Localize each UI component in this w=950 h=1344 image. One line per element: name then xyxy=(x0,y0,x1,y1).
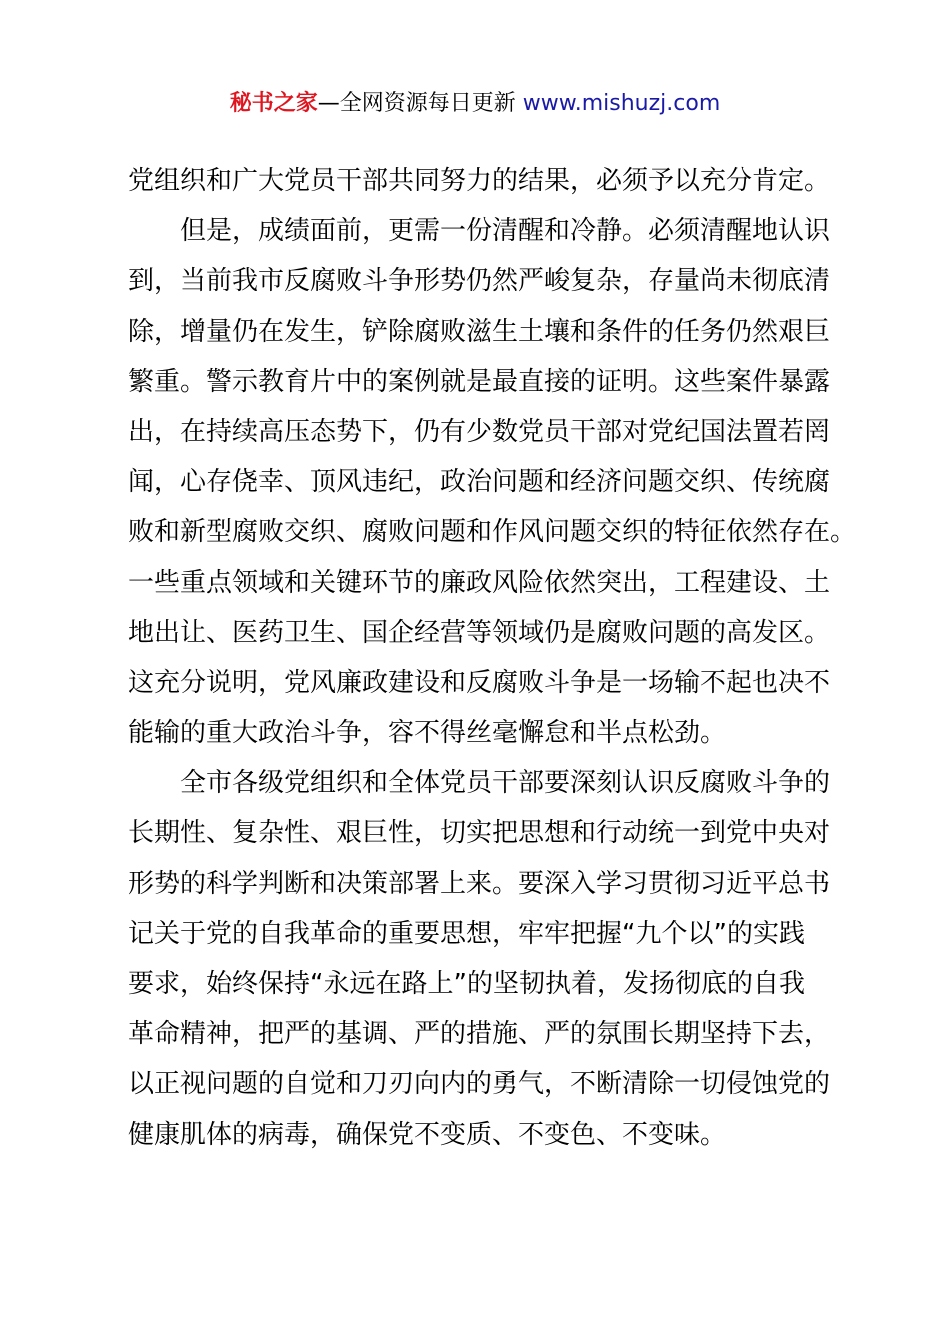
site-tagline: —全网资源每日更新 xyxy=(317,91,523,116)
site-url[interactable]: www.mishuzj.com xyxy=(522,91,721,116)
text-line: 出，在持续高压态势下，仍有少数党员干部对党纪国法置若罔 xyxy=(128,416,831,447)
text-line: 这充分说明，党风廉政建设和反腐败斗争是一场输不起也决不 xyxy=(128,667,831,698)
text-line: 除，增量仍在发生，铲除腐败滋生土壤和条件的任务仍然艰巨 xyxy=(128,316,831,347)
text-line: 闻，心存侥幸、顶风违纪，政治问题和经济问题交织、传统腐 xyxy=(128,467,831,498)
text-line: 地出让、医药卫生、国企经营等领域仍是腐败问题的高发区。 xyxy=(128,617,831,648)
page-header xyxy=(0,88,950,120)
paragraph-start-line: 全市各级党组织和全体党员干部要深刻认识反腐败斗争的 xyxy=(180,768,831,799)
document-body xyxy=(128,156,857,1160)
text-line: 长期性、复杂性、艰巨性，切实把思想和行动统一到党中央对 xyxy=(128,818,831,849)
text-line: 能输的重大政治斗争，容不得丝毫懈怠和半点松劲。 xyxy=(128,718,727,749)
text-line: 到，当前我市反腐败斗争形势仍然严峻复杂，存量尚未彻底清 xyxy=(128,266,831,297)
text-line: 要求，始终保持“永远在路上”的坚韧执着，发扬彻底的自我 xyxy=(128,969,805,999)
text-line: 健康肌体的病毒，确保党不变质、不变色、不变味。 xyxy=(128,1119,727,1150)
text-line: 一些重点领域和关键环节的廉政风险依然突出，工程建设、土 xyxy=(128,567,831,598)
text-line: 党组织和广大党员干部共同努力的结果，必须予以充分肯定。 xyxy=(128,166,831,196)
paragraph-start-line: 但是，成绩面前，更需一份清醒和冷静。必须清醒地认识 xyxy=(180,216,831,247)
site-brand: 秘书之家 xyxy=(229,91,318,116)
text-line: 败和新型腐败交织、腐败问题和作风问题交织的特征依然存在。 xyxy=(128,517,857,548)
text-line: 记关于党的自我革命的重要思想，牢牢把握“九个以”的实践 xyxy=(128,918,805,949)
text-line: 繁重。警示教育片中的案例就是最直接的证明。这些案件暴露 xyxy=(128,366,831,397)
text-line: 革命精神，把严的基调、严的措施、严的氛围长期坚持下去， xyxy=(128,1019,831,1050)
text-line: 以正视问题的自觉和刀刃向内的勇气，不断清除一切侵蚀党的 xyxy=(128,1069,831,1100)
text-line: 形势的科学判断和决策部署上来。要深入学习贯彻习近平总书 xyxy=(128,868,831,899)
